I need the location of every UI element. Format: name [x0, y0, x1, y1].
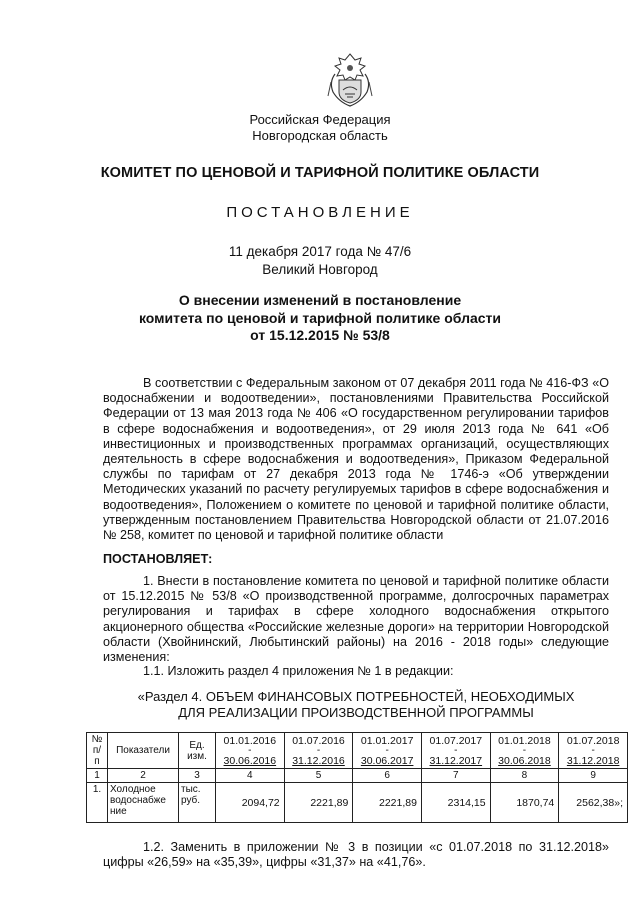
period-start: 01.01.2017 — [360, 734, 414, 747]
document-type: ПОСТАНОВЛЕНИЕ — [226, 204, 414, 221]
committee-name: КОМИТЕТ ПО ЦЕНОВОЙ И ТАРИФНОЙ ПОЛИТИКЕ ОБЛАСТИ — [100, 165, 540, 181]
period-start: 01.01.2016 — [223, 734, 277, 747]
section-title-line-2: ДЛЯ РЕАЛИЗАЦИИ ПРОИЗВОДСТВЕННОЙ ПРОГРАММЫ — [178, 705, 534, 720]
index-cell: 6 — [353, 769, 422, 783]
period-end: 30.06.2017 — [360, 754, 414, 767]
header-period-3 — [353, 733, 422, 769]
period-start: 01.07.2018 — [566, 734, 620, 747]
period-start: 01.01.2018 — [498, 734, 551, 747]
row-value: 1870,74 — [490, 783, 559, 823]
index-cell: 3 — [179, 769, 216, 783]
row-indicator: Холодное водоснабже ние — [108, 783, 179, 823]
header-unit: Ед. изм. — [179, 733, 216, 769]
preamble-paragraph: В соответствии с Федеральным законом от 07 декабря 2011 года № 416-ФЗ «О водоснабжении и водоотведении», постановлениями Правительства Российской Федерации от 13 мая 2013 года № 406 «О государственном регулировании тарифов в сфере водоснабжения и водоотведения», от 29 июля 2013 года № 641 «Об инвестиционных и производственных программах организаций, осуществляющих деятельность в сфере водоснабжения и водоотведения», Приказом Федеральной службы по тарифам от 27 декабря 2013 года № 1746-э «Об утверждении Методических указаний по расчету регулируемых тарифов в сфере водоснабжения и водоотведения», Положением о комитете по ценовой и тарифной политике области, утвержденным постановлением Правительства Новгородской области от 21.07.2016 № 258, комитет по ценовой и тарифной политике области — [103, 376, 609, 543]
header-period-5 — [490, 733, 559, 769]
period-dash: - — [385, 744, 389, 756]
header-number: № п/ п — [87, 733, 108, 769]
period-dash: - — [316, 744, 321, 756]
period-start: 01.07.2017 — [429, 734, 483, 747]
coat-of-arms-icon — [325, 52, 375, 108]
period-start: 01.07.2016 — [292, 734, 345, 747]
period-end: 31.12.2017 — [429, 754, 483, 767]
period-dash: - — [522, 744, 527, 756]
period-dash: - — [591, 744, 595, 756]
row-unit: тыс. руб. — [179, 783, 216, 823]
row-value: 2314,15 — [421, 783, 490, 823]
item-1-1-paragraph: 1.1. Изложить раздел 4 приложения № 1 в редакции: — [143, 664, 454, 678]
period-end: 30.06.2018 — [498, 754, 551, 767]
period-dash: - — [454, 744, 458, 756]
index-cell: 2 — [108, 769, 179, 783]
index-cell: 9 — [559, 769, 628, 783]
period-end: 30.06.2016 — [223, 754, 277, 767]
index-cell: 7 — [421, 769, 490, 783]
index-cell: 4 — [216, 769, 285, 783]
row-number: 1. — [87, 783, 108, 823]
row-value: 2221,89 — [353, 783, 422, 823]
region-name: Новгородская область — [252, 128, 388, 143]
item-1-2-paragraph: 1.2. Заменить в приложении № 3 в позиции «с 01.07.2018 по 31.12.2018» цифры «26,59» на «35,39», цифры «31,37» на «41,76». — [103, 840, 609, 870]
date-number: 11 декабря 2017 года № 47/6 — [228, 244, 412, 259]
subject-line-3: от 15.12.2015 № 53/8 — [250, 327, 390, 343]
city: Великий Новгород — [262, 262, 378, 277]
header-period-2 — [284, 733, 353, 769]
period-dash: - — [248, 744, 252, 756]
item-1-paragraph: 1. Внести в постановление комитета по ценовой и тарифной политике области от 15.12.2015 № 53/8 «О производственной программе, долгосрочных параметрах регулирования и тарифах в сфере холодного водоснабжения открытого акционерного общества «Российские железные дороги» на территории Новгородской области (Хвойнинский, Любытинский районы) на 2016 - 2018 годы» следующие изменения: — [103, 574, 609, 665]
table-index-row — [87, 769, 628, 783]
period-end: 31.12.2016 — [292, 754, 345, 767]
subject-line-2: комитета по ценовой и тарифной политике области — [138, 310, 502, 326]
subject-line-1: О внесении изменений в постановление — [178, 292, 462, 308]
header-period-6 — [559, 733, 628, 769]
index-cell: 5 — [284, 769, 353, 783]
header-period-1 — [216, 733, 285, 769]
index-cell: 8 — [490, 769, 559, 783]
section-title-line-1: «Раздел 4. ОБЪЕМ ФИНАНСОВЫХ ПОТРЕБНОСТЕЙ, НЕОБХОДИМЫХ — [137, 689, 575, 704]
financial-needs-table — [86, 732, 628, 823]
row-value: 2094,72 — [216, 783, 285, 823]
resolves-heading: ПОСТАНОВЛЯЕТ: — [103, 552, 213, 566]
table-header-row — [87, 733, 628, 769]
index-cell: 1 — [87, 769, 108, 783]
header-period-4 — [421, 733, 490, 769]
country-name: Российская Федерация — [249, 112, 391, 127]
row-value: 2221,89 — [284, 783, 353, 823]
header-indicator: Показатели — [108, 733, 179, 769]
row-value: 2562,38»; — [559, 783, 628, 823]
table-row — [87, 783, 628, 823]
period-end: 31.12.2018 — [566, 754, 620, 767]
